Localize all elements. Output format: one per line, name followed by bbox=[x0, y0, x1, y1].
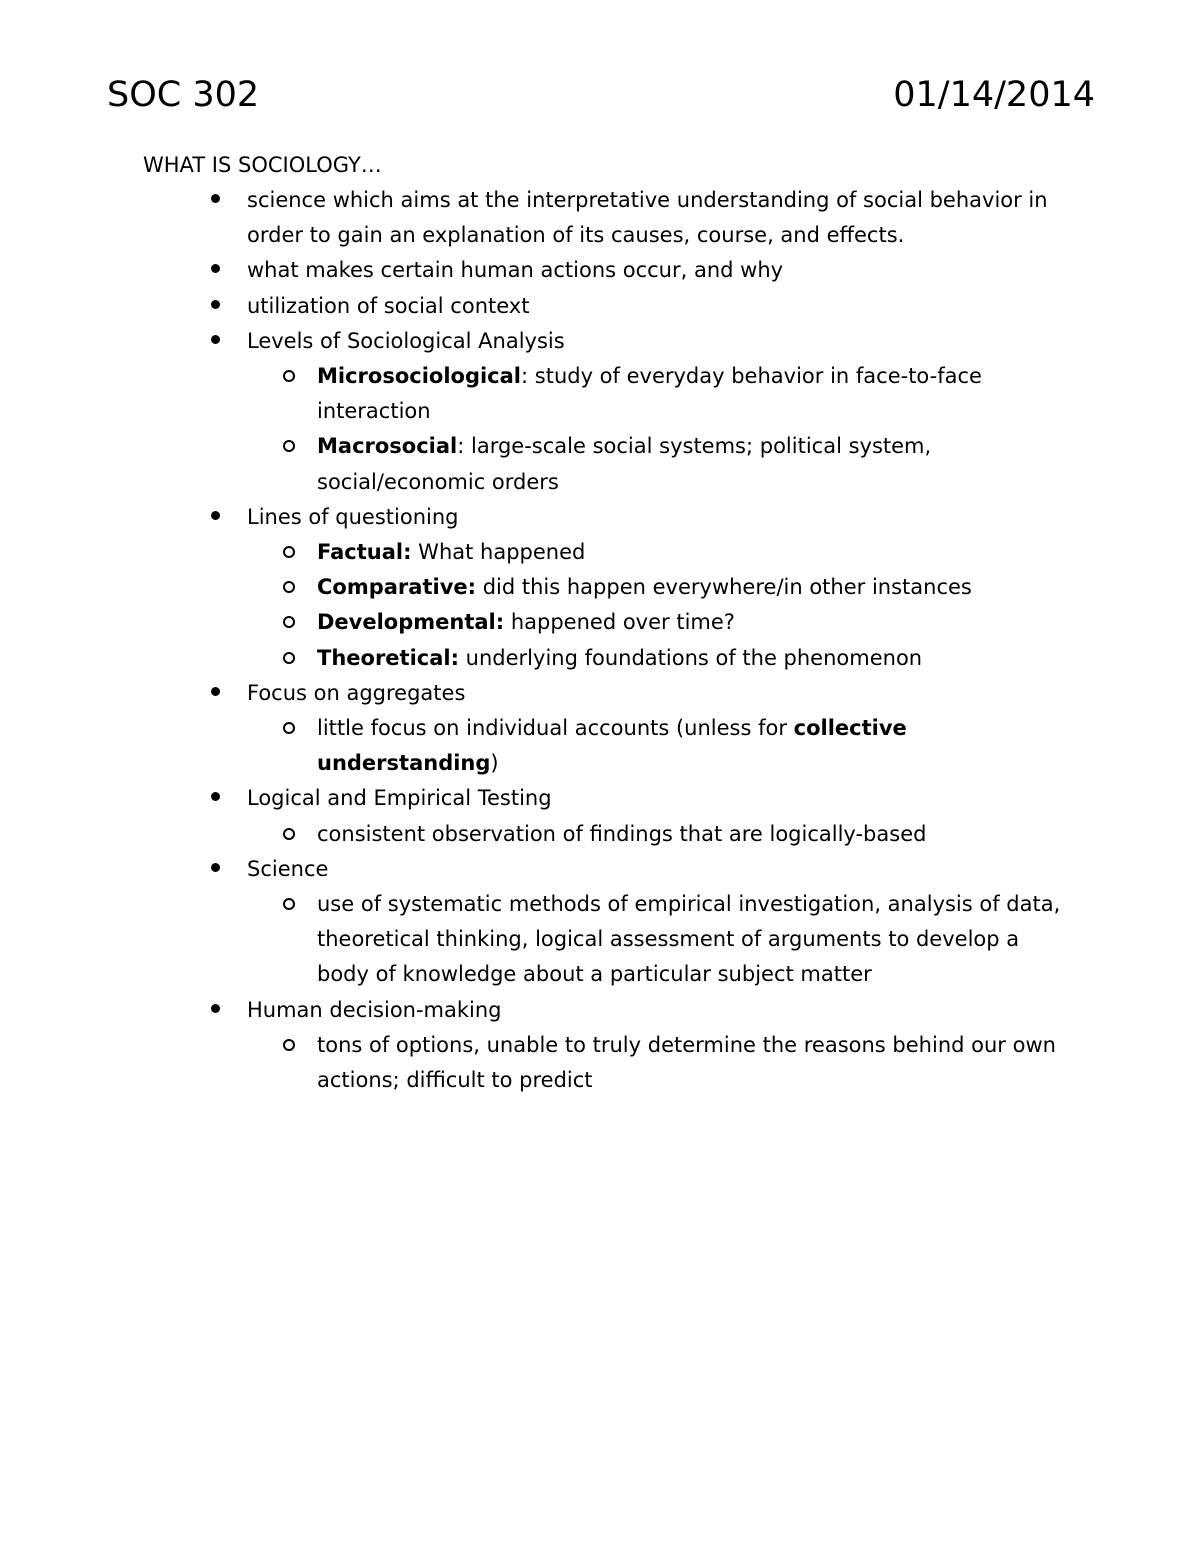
page-header bbox=[107, 70, 1095, 120]
definition: happened over time? bbox=[504, 610, 735, 635]
list-item bbox=[0, 253, 1057, 288]
sub-list-item bbox=[0, 359, 1062, 429]
hollow-bullet-icon bbox=[283, 722, 295, 734]
sub-item-text: use of systematic methods of empirical investigation, analysis of data, theoretical thinking, logical assessment of arguments to develop a body of knowledge about a particular subject matter bbox=[317, 892, 1061, 987]
list-item-text: Logical and Empirical Testing bbox=[247, 786, 552, 811]
bullet-icon bbox=[211, 300, 220, 309]
sub-list-item bbox=[0, 887, 1062, 993]
hollow-bullet-icon bbox=[283, 581, 295, 593]
list-item bbox=[0, 183, 1057, 253]
section-heading: WHAT IS SOCIOLOGY… bbox=[143, 153, 382, 177]
term: collective understanding bbox=[317, 716, 907, 776]
list-item bbox=[0, 993, 1057, 1028]
sub-list-item bbox=[0, 817, 1062, 852]
term: Microsociological bbox=[317, 364, 522, 389]
list-item bbox=[0, 676, 1057, 711]
bullet-icon bbox=[211, 687, 220, 696]
sub-item-text: consistent observation of findings that are logically-based bbox=[317, 821, 927, 846]
lecture-date: 01/14/2014 bbox=[893, 75, 1095, 115]
list-item-text: Lines of questioning bbox=[247, 504, 459, 529]
sub-list-item bbox=[0, 641, 1062, 676]
term: Theoretical: bbox=[317, 645, 459, 670]
list-item bbox=[0, 781, 1057, 816]
bullet-icon bbox=[211, 264, 220, 273]
sub-list-item bbox=[0, 429, 1062, 499]
definition: What happened bbox=[411, 540, 586, 565]
hollow-bullet-icon bbox=[283, 440, 295, 452]
term: Developmental: bbox=[317, 610, 505, 635]
list-item-text: Levels of Sociological Analysis bbox=[247, 328, 565, 353]
sub-list-item bbox=[0, 570, 1062, 605]
notes-list bbox=[0, 183, 1200, 1098]
definition: underlying foundations of the phenomenon bbox=[459, 645, 923, 670]
bullet-icon bbox=[211, 1004, 220, 1013]
hollow-bullet-icon bbox=[283, 1039, 295, 1051]
list-item bbox=[0, 500, 1057, 535]
term: Comparative: bbox=[317, 575, 477, 600]
list-item bbox=[0, 289, 1057, 324]
list-item-text: utilization of social context bbox=[247, 293, 530, 318]
list-item bbox=[0, 324, 1057, 359]
term: Macrosocial bbox=[317, 434, 458, 459]
bullet-icon bbox=[211, 194, 220, 203]
bullet-icon bbox=[211, 863, 220, 872]
bullet-icon bbox=[211, 792, 220, 801]
hollow-bullet-icon bbox=[283, 898, 295, 910]
list-item-text: Human decision-making bbox=[247, 997, 502, 1022]
course-code: SOC 302 bbox=[107, 75, 260, 115]
list-item-text: science which aims at the interpretative understanding of social behavior in order to gain an explanation of its causes, course, and effects. bbox=[247, 188, 1048, 248]
sub-item-text: tons of options, unable to truly determine the reasons behind our own actions; difficult to predict bbox=[317, 1032, 1056, 1093]
hollow-bullet-icon bbox=[283, 370, 295, 382]
list-item-text: Focus on aggregates bbox=[247, 680, 466, 705]
hollow-bullet-icon bbox=[283, 652, 295, 664]
definition: did this happen everywhere/in other instances bbox=[476, 575, 972, 600]
term: Factual: bbox=[317, 540, 412, 565]
sub-list-item bbox=[0, 605, 1062, 640]
list-item-text: what makes certain human actions occur, and why bbox=[247, 258, 784, 283]
hollow-bullet-icon bbox=[283, 546, 295, 558]
definition: : large-scale social systems; political system, social/economic orders bbox=[317, 434, 932, 494]
sub-list-item bbox=[0, 711, 1062, 781]
list-item bbox=[0, 852, 1057, 887]
list-item-text: Science bbox=[247, 856, 329, 881]
definition-end: ) bbox=[490, 751, 499, 776]
hollow-bullet-icon bbox=[283, 616, 295, 628]
bullet-icon bbox=[211, 335, 220, 344]
definition: little focus on individual accounts (unless for bbox=[317, 716, 794, 741]
sub-list-item bbox=[0, 535, 1062, 570]
hollow-bullet-icon bbox=[283, 828, 295, 840]
definition: : study of everyday behavior in face-to-face interaction bbox=[317, 364, 982, 424]
bullet-icon bbox=[211, 511, 220, 520]
sub-list-item bbox=[0, 1028, 1062, 1098]
